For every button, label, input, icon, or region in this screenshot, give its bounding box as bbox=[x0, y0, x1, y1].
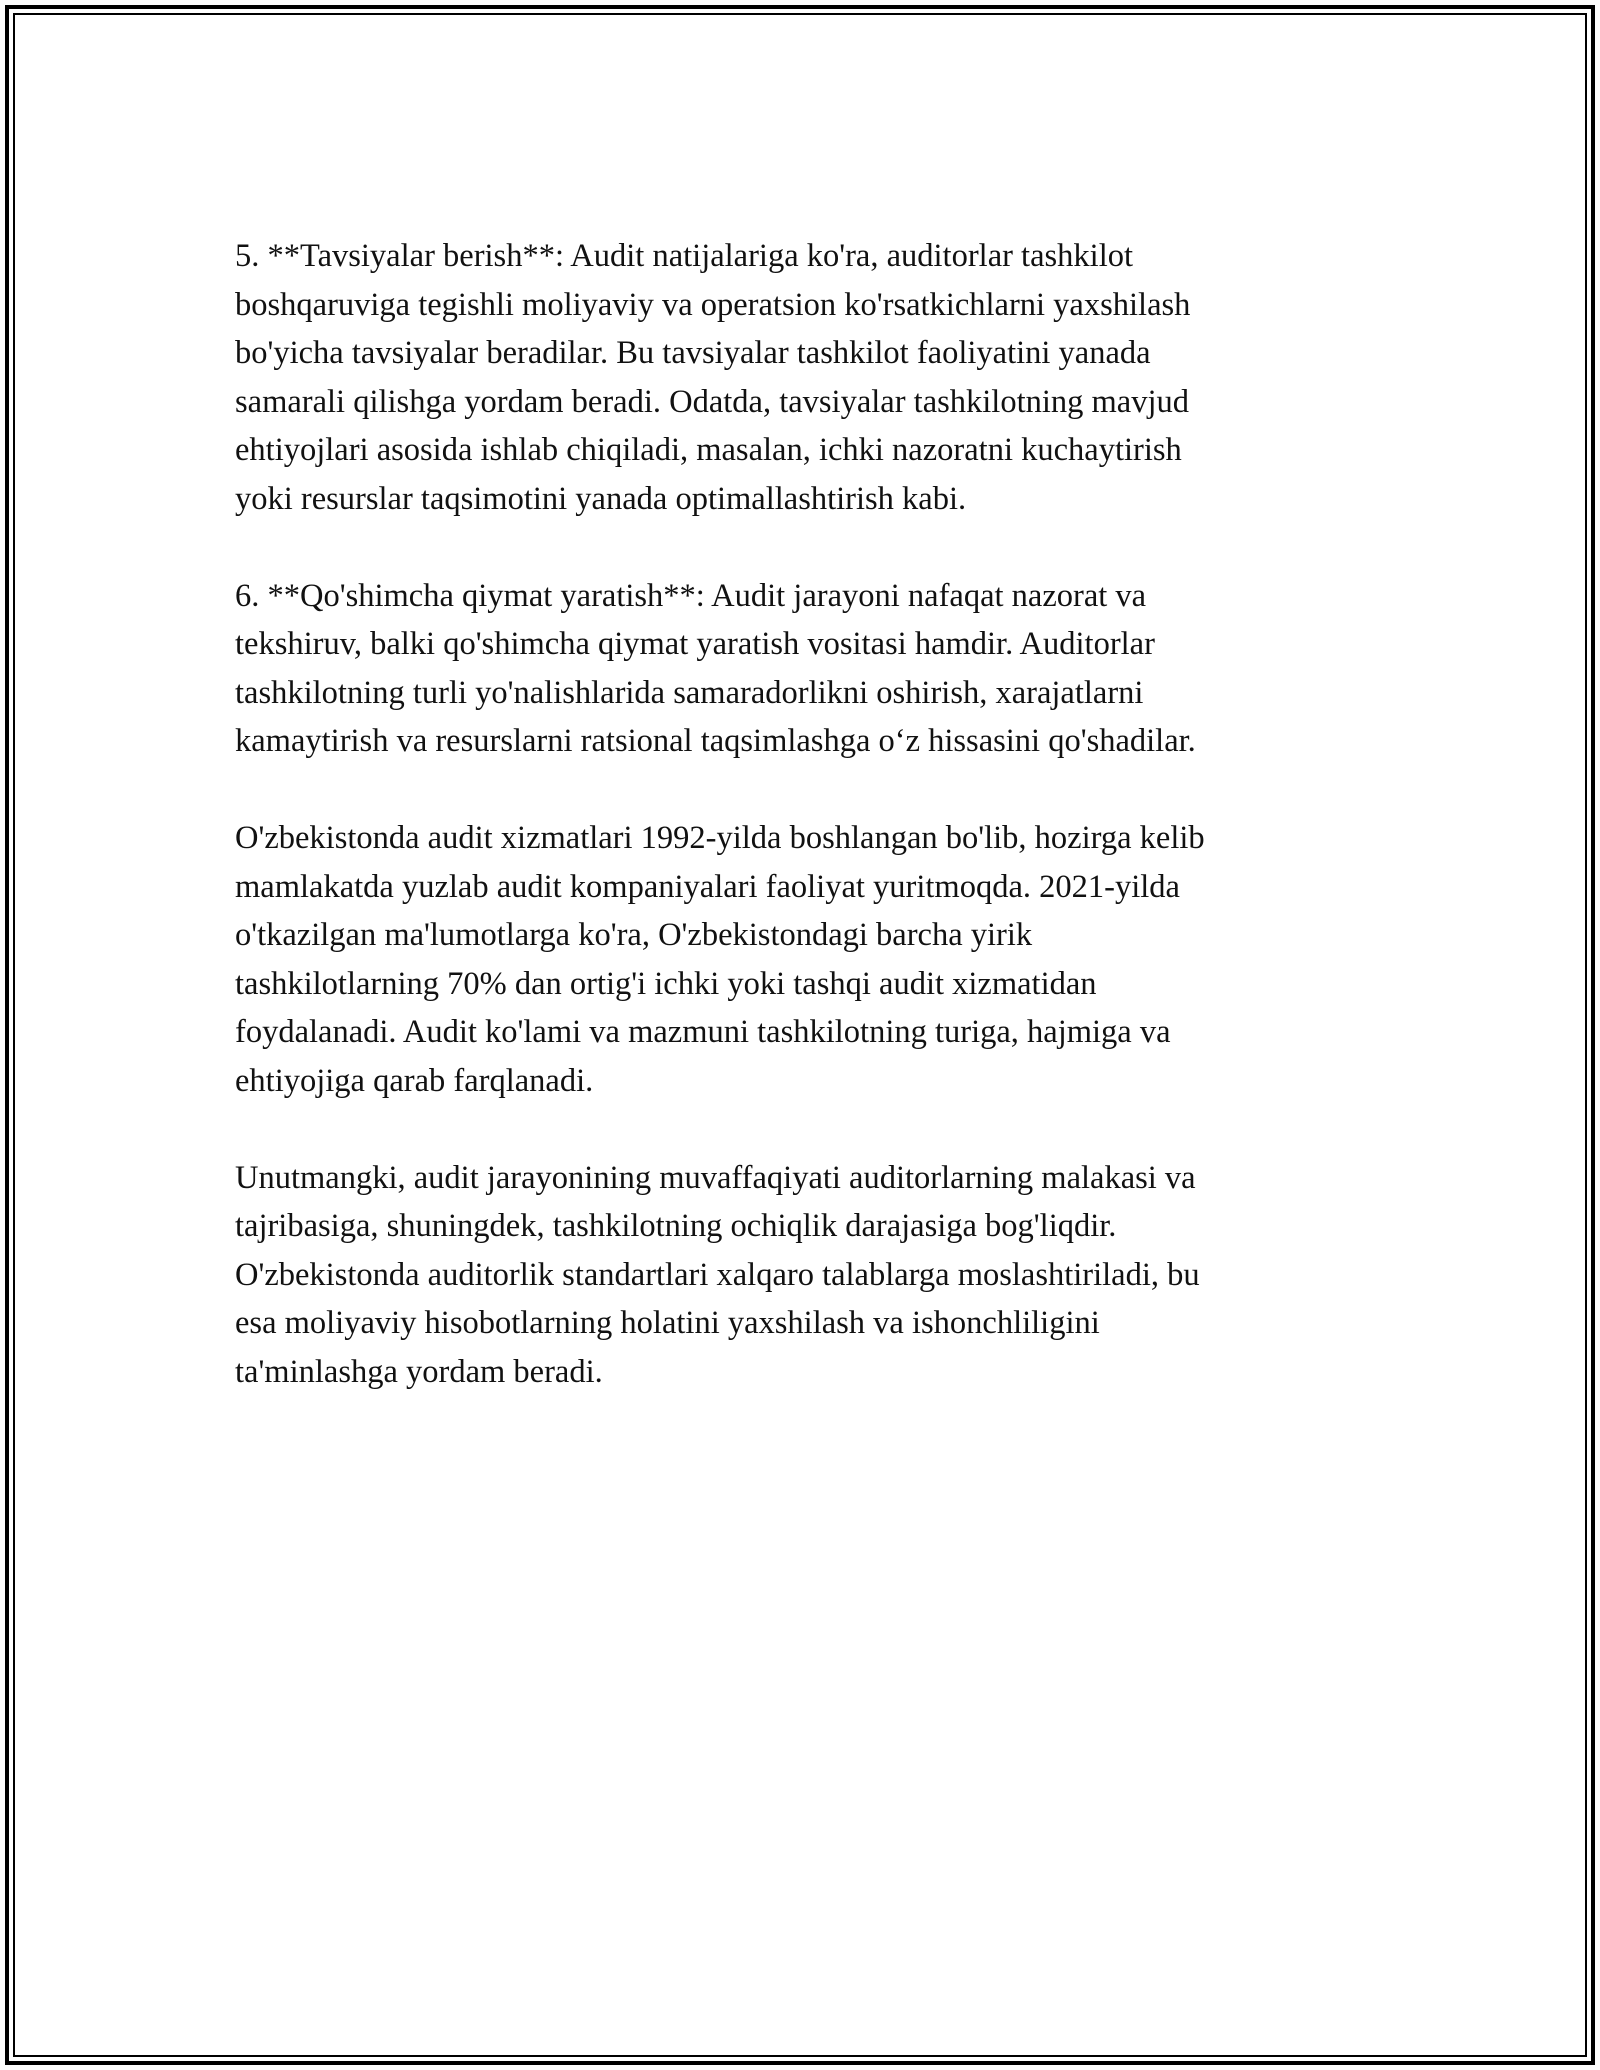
text-line: ta'minlashga yordam beradi. bbox=[235, 1353, 603, 1390]
text-line: tashkilotning turli yo'nalishlarida samaradorlikni oshirish, xarajatlarni bbox=[235, 674, 1144, 711]
text-line: o'tkazilgan ma'lumotlarga ko'ra, O'zbekistondagi barcha yirik bbox=[235, 917, 1033, 953]
text-line: tajribasiga, shuningdek, tashkilotning ochiqlik darajasiga bog'liqdir. bbox=[235, 1208, 1117, 1244]
text-line: 5. **Tavsiyalar berish**: Audit natijalariga ko'ra, auditorlar tashkilot bbox=[235, 238, 1134, 274]
paragraph-conclusion bbox=[235, 1154, 1375, 1397]
text-line: samarali qilishga yordam beradi. Odatda, tavsiyalar tashkilotning mavjud bbox=[235, 383, 1189, 420]
text-line: 6. **Qo'shimcha qiymat yaratish**: Audit jarayoni nafaqat nazorat va bbox=[235, 577, 1147, 614]
text-line: foydalanadi. Audit ko'lami va mazmuni tashkilotning turiga, hajmiga va bbox=[235, 1014, 1171, 1050]
text-line: bo'yicha tavsiyalar beradilar. Bu tavsiyalar tashkilot faoliyatini yanada bbox=[235, 335, 1151, 371]
text-line: kamaytirish va resurslarni ratsional taqsimlashga o‘z hissasini qo'shadilar. bbox=[235, 723, 1196, 759]
text-line: tashkilotlarning 70% dan ortig'i ichki yoki tashqi audit xizmatidan bbox=[235, 965, 1097, 1002]
text-line: ehtiyojiga qarab farqlanadi. bbox=[235, 1062, 594, 1099]
paragraph-recommendations bbox=[235, 232, 1375, 523]
paragraph-added-value bbox=[235, 572, 1375, 766]
text-line: tekshiruv, balki qo'shimcha qiymat yaratish vositasi hamdir. Auditorlar bbox=[235, 626, 1155, 662]
paragraph-uzbekistan-audit bbox=[235, 814, 1375, 1105]
text-line: yoki resurslar taqsimotini yanada optimallashtirish kabi. bbox=[235, 480, 967, 517]
text-line: mamlakatda yuzlab audit kompaniyalari faoliyat yuritmoqda. 2021-yilda bbox=[235, 868, 1180, 905]
text-line: boshqaruviga tegishli moliyaviy va operatsion ko'rsatkichlarni yaxshilash bbox=[235, 286, 1191, 323]
document-body bbox=[235, 232, 1375, 1445]
text-line: esa moliyaviy hisobotlarning holatini yaxshilash va ishonchliligini bbox=[235, 1305, 1100, 1341]
text-line: O'zbekistonda audit xizmatlari 1992-yilda boshlangan bo'lib, hozirga kelib bbox=[235, 820, 1205, 856]
text-line: O'zbekistonda auditorlik standartlari xalqaro talablarga moslashtiriladi, bu bbox=[235, 1256, 1200, 1293]
text-line: ehtiyojlari asosida ishlab chiqiladi, masalan, ichki nazoratni kuchaytirish bbox=[235, 432, 1182, 468]
text-line: Unutmangki, audit jarayonining muvaffaqiyati auditorlarning malakasi va bbox=[235, 1159, 1196, 1196]
